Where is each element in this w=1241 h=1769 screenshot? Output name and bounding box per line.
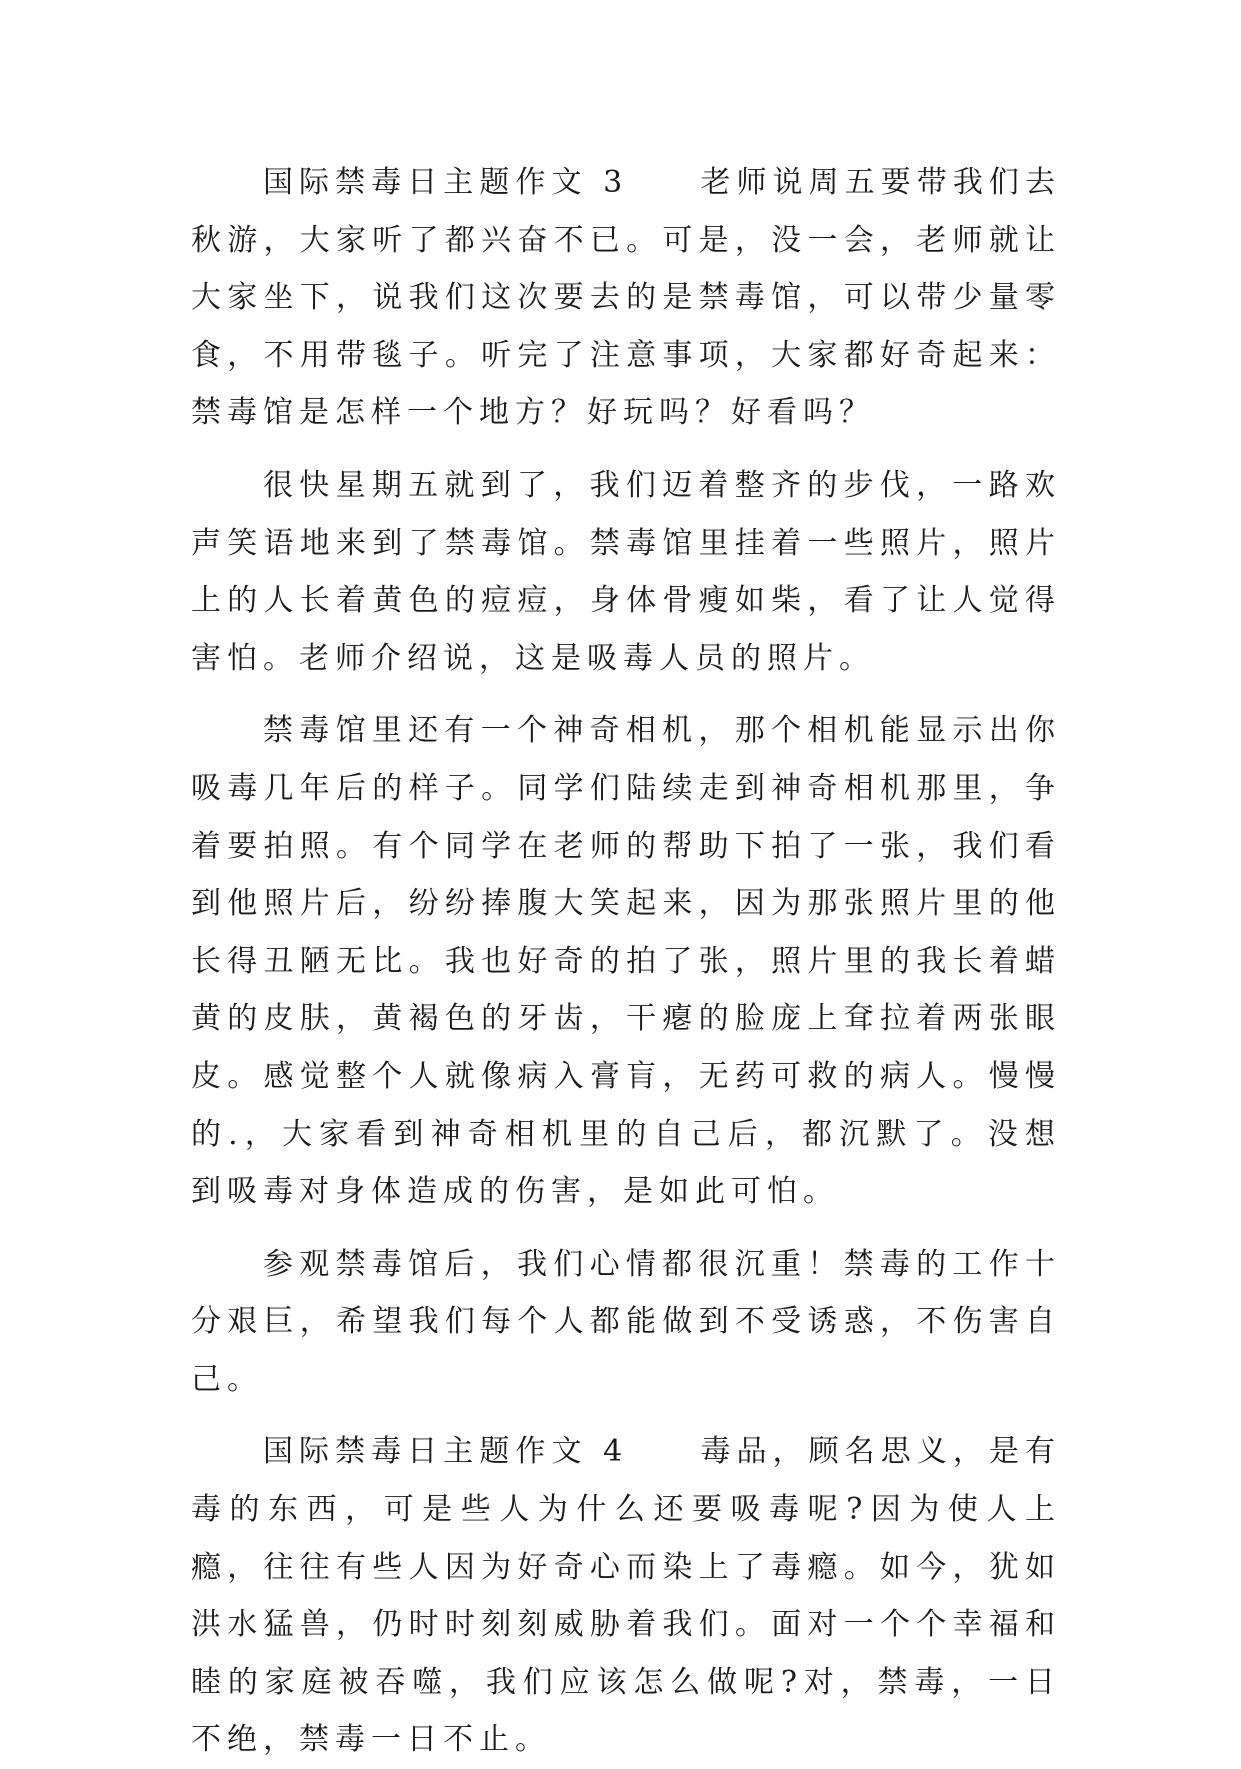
paragraph-arrival: 很快星期五就到了，我们迈着整齐的步伐，一路欢声笑语地来到了禁毒馆。禁毒馆里挂着一些照片，照片上的人长着黄色的痘痘，身体骨瘦如柴，看了让人觉得害怕。老师介绍说，这是吸毒人员的照片。 xyxy=(191,467,1061,676)
paragraph-reflection: 参观禁毒馆后，我们心情都很沉重！禁毒的工作十分艰巨，希望我们每个人都能做到不受诱惑，不伤害自己。 xyxy=(191,1246,1061,1397)
paragraph-magic-camera: 禁毒馆里还有一个神奇相机，那个相机能显示出你吸毒几年后的样子。同学们陆续走到神奇相机那里，争着要拍照。有个同学在老师的帮助下拍了一张，我们看到他照片后，纷纷捧腹大笑起来，因为那张照片里的他长得丑陋无比。我也好奇的拍了张，照片里的我长着蜡黄的皮肤，黄褐色的牙齿，干瘪的脸庞上耷拉着两张眼皮。感觉整个人就像病入膏肓，无药可救的病人。慢慢的.，大家看到神奇相机里的自己后，都沉默了。没想到吸毒对身体造成的伤害，是如此可怕。 xyxy=(191,713,1061,1210)
document-body xyxy=(191,154,1061,1769)
paragraph-essay-4-intro: 国际禁毒日主题作文 4 毒品，顾名思义，是有毒的东西，可是些人为什么还要吸毒呢?因为使人上瘾，往往有些人因为好奇心而染上了毒瘾。如今，犹如洪水猛兽，仍时时刻刻威胁着我们。面对一个个幸福和睦的家庭被吞噬，我们应该怎么做呢?对，禁毒，一日不绝，禁毒一日不止。 xyxy=(191,1434,1061,1758)
paragraph-essay-3-intro: 国际禁毒日主题作文 3 老师说周五要带我们去秋游，大家听了都兴奋不已。可是，没一会，老师就让大家坐下，说我们这次要去的是禁毒馆，可以带少量零食，不用带毯子。听完了注意事项，大家都好奇起来：禁毒馆是怎样一个地方？好玩吗？好看吗？ xyxy=(191,165,1061,431)
